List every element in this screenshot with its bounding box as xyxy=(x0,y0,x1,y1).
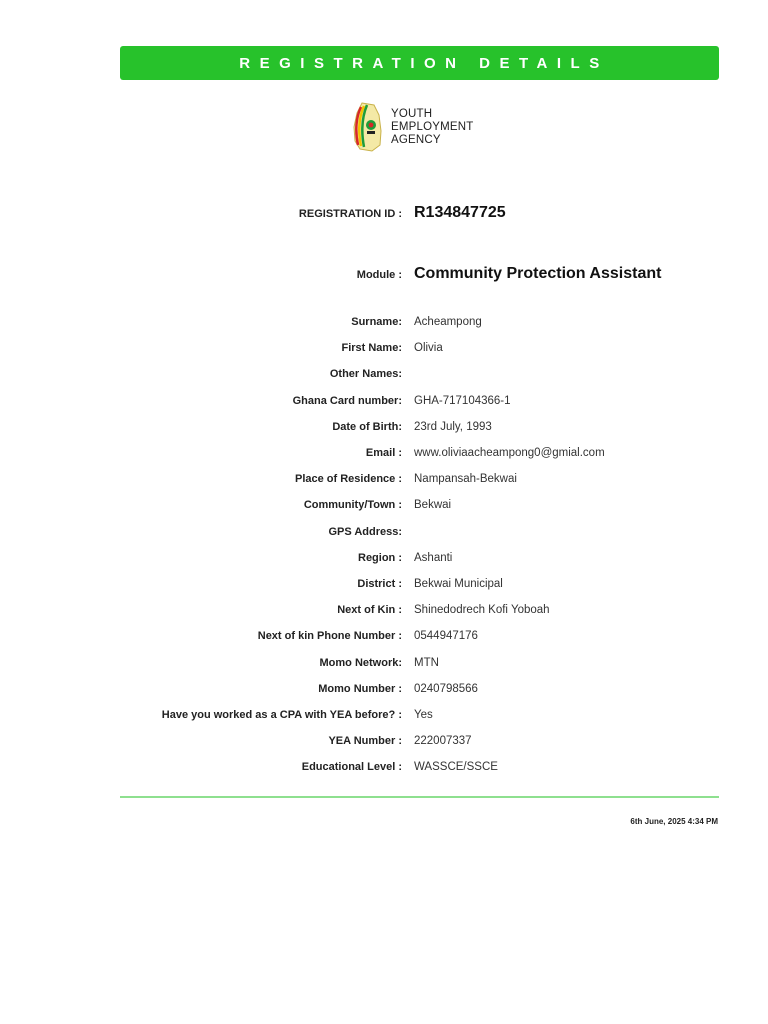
detail-label: Community/Town : xyxy=(303,499,402,512)
detail-row xyxy=(0,395,768,407)
detail-row xyxy=(0,657,768,669)
detail-label: YEA Number : xyxy=(328,735,402,748)
detail-label: Momo Number : xyxy=(318,682,402,695)
detail-label: Email : xyxy=(365,447,402,459)
detail-label: Momo Network: xyxy=(319,656,402,669)
detail-row xyxy=(0,499,768,511)
detail-row xyxy=(0,368,768,380)
detail-row xyxy=(0,604,768,616)
registration-id-value: R134847725 xyxy=(414,204,506,221)
detail-row xyxy=(0,526,768,538)
detail-value: Shinedodrech Kofi Yoboah xyxy=(414,604,550,617)
detail-row xyxy=(0,421,768,433)
detail-row xyxy=(0,735,768,747)
module-row xyxy=(0,265,768,283)
detail-value: Bekwai Municipal xyxy=(414,578,503,590)
detail-label: First Name: xyxy=(341,342,402,355)
module-label: Module : xyxy=(356,269,402,281)
logo-line-2: EMPLOYMENT xyxy=(391,120,474,133)
detail-value: Nampansah-Bekwai xyxy=(414,473,517,486)
detail-row xyxy=(0,709,768,721)
detail-value: 0544947176 xyxy=(414,630,478,643)
detail-label: Next of Kin : xyxy=(337,604,402,617)
detail-value: Bekwai xyxy=(414,499,452,512)
detail-row xyxy=(0,316,768,328)
footer-divider xyxy=(120,796,719,798)
registration-id-row xyxy=(0,204,768,222)
detail-value: Acheampong xyxy=(414,316,482,328)
detail-value: WASSCE/SSCE xyxy=(414,761,498,774)
detail-label: Surname: xyxy=(351,316,402,328)
detail-row xyxy=(0,552,768,564)
page-title: REGISTRATION DETAILS xyxy=(239,54,609,72)
detail-value: Yes xyxy=(414,709,433,721)
detail-label: Place of Residence : xyxy=(295,473,402,486)
detail-label: District : xyxy=(357,578,402,590)
detail-row xyxy=(0,578,768,590)
detail-label: Region : xyxy=(358,551,402,564)
module-value: Community Protection Assistant xyxy=(414,265,662,282)
detail-row xyxy=(0,630,768,642)
detail-row xyxy=(0,683,768,695)
detail-row xyxy=(0,761,768,773)
ghana-map-logo-icon xyxy=(352,101,386,153)
detail-label: Date of Birth: xyxy=(332,420,402,433)
logo-line-3: AGENCY xyxy=(391,133,441,146)
detail-row xyxy=(0,342,768,354)
registration-id-label: REGISTRATION ID : xyxy=(298,208,402,220)
detail-label: Have you worked as a CPA with YEA before? : xyxy=(161,709,402,721)
detail-value: www.oliviaacheampong0@gmial.com xyxy=(414,447,605,459)
detail-label: Other Names: xyxy=(329,368,402,381)
detail-value: 0240798566 xyxy=(414,682,478,695)
header-bar xyxy=(120,46,719,80)
detail-label: Ghana Card number: xyxy=(292,394,402,407)
print-timestamp: 6th June, 2025 4:34 PM xyxy=(630,817,718,826)
detail-label: Next of kin Phone Number : xyxy=(257,630,402,643)
detail-value: GHA-717104366-1 xyxy=(414,394,511,407)
detail-row xyxy=(0,473,768,485)
detail-value: Olivia xyxy=(414,342,443,355)
detail-value: MTN xyxy=(414,656,439,669)
detail-label: GPS Address: xyxy=(328,525,402,538)
logo-line-1: YOUTH xyxy=(391,107,433,120)
detail-value: 23rd July, 1993 xyxy=(414,420,492,433)
agency-logo xyxy=(352,100,482,154)
detail-value: 222007337 xyxy=(414,735,472,748)
detail-label: Educational Level : xyxy=(301,761,402,774)
detail-row xyxy=(0,447,768,459)
detail-value: Ashanti xyxy=(414,551,453,564)
